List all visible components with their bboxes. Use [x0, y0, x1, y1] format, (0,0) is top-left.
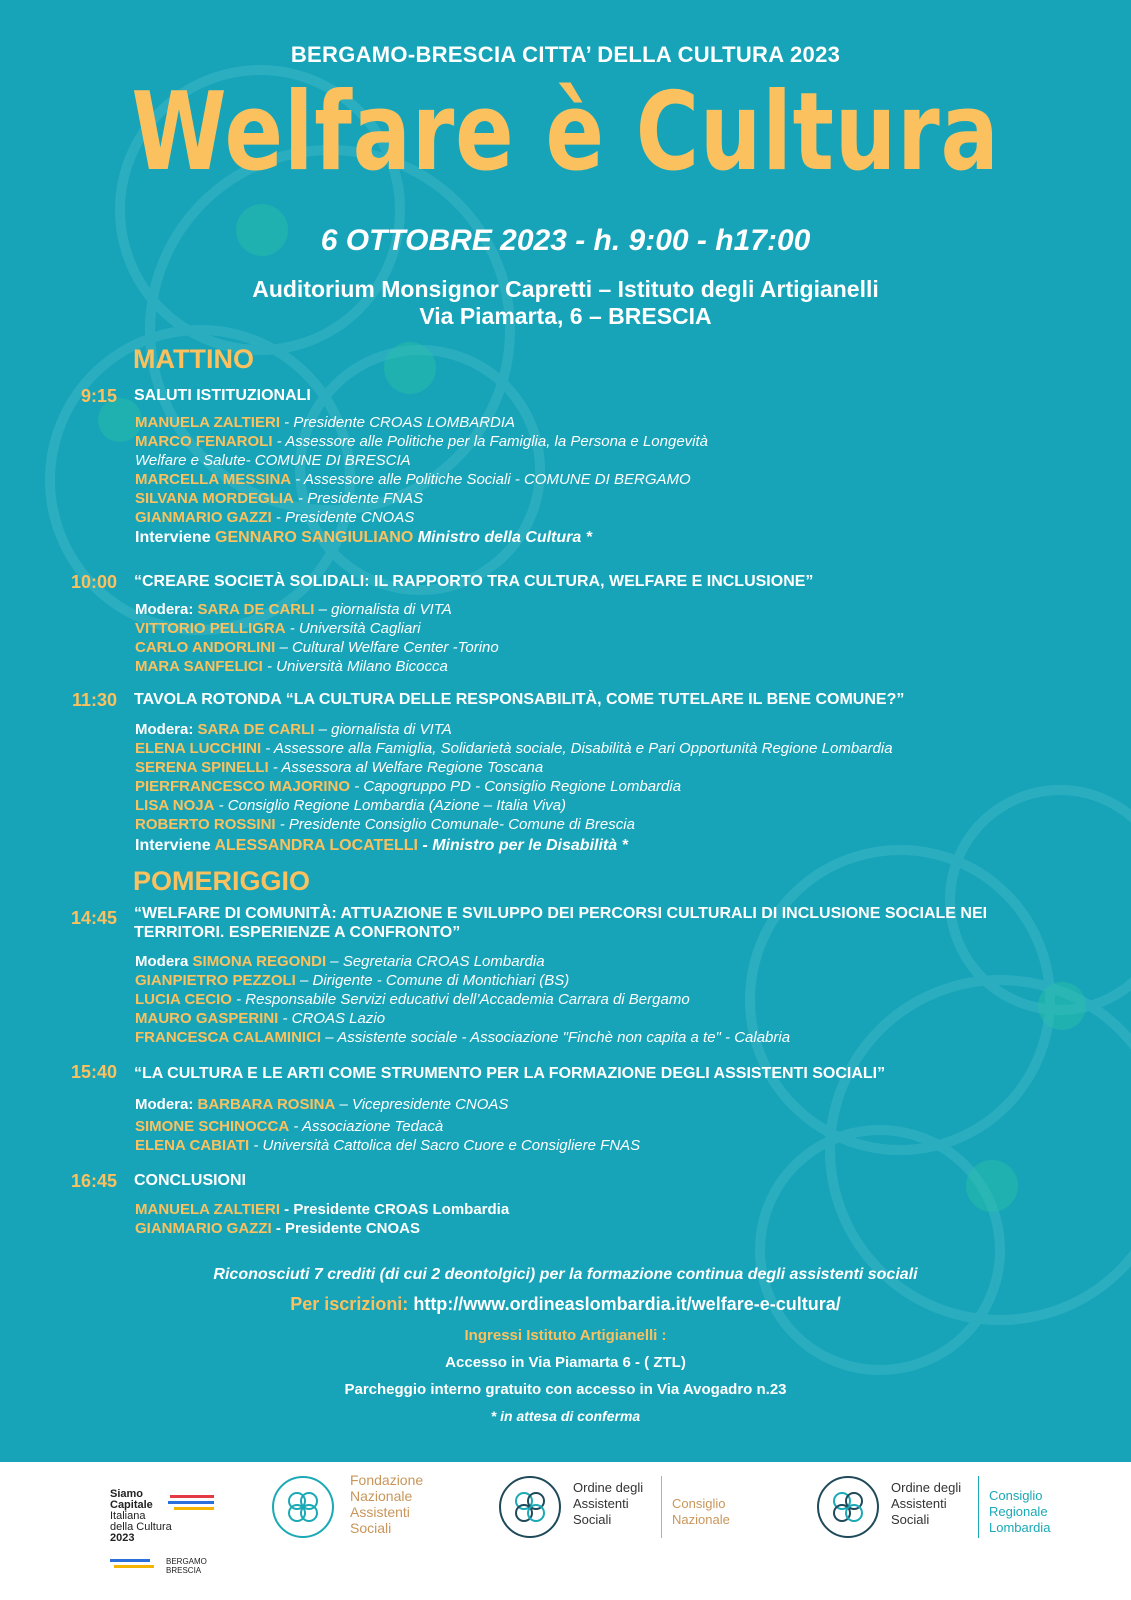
capitale-line: della Cultura	[110, 1521, 172, 1533]
cnoas-council-line: Consiglio	[672, 1496, 726, 1511]
session-heading-1000: “CREARE SOCIETÀ SOLIDALI: IL RAPPORTO TRA CULTURA, WELFARE E INCLUSIONE”	[134, 573, 814, 590]
logo-capitale-cultura	[110, 1489, 230, 1589]
registration-line	[0, 1294, 1131, 1315]
moderator-line: Modera: SARA DE CARLI – giornalista di VITA	[135, 721, 452, 738]
speaker-line: VITTORIO PELLIGRA - Università Cagliari	[135, 620, 421, 637]
capitale-line: Italiana	[110, 1510, 146, 1522]
time-1540: 15:40	[70, 1062, 117, 1082]
registration-link[interactable]: http://www.ordineaslombardia.it/welfare-e-cultura/	[413, 1294, 841, 1314]
speaker-line: SILVANA MORDEGLIA - Presidente FNAS	[135, 490, 424, 507]
speaker-line: MARCELLA MESSINA - Assessore alle Politiche Sociali - COMUNE DI BERGAMO	[135, 471, 691, 488]
croas-council-line: Lombardia	[989, 1520, 1051, 1535]
event-subtitle: BERGAMO-BRESCIA CITTA’ DELLA CULTURA 2023	[290, 42, 841, 67]
fnas-line: Fondazione	[350, 1472, 424, 1488]
croas-line: Sociali	[891, 1512, 930, 1527]
cnoas-knot-icon	[497, 1474, 563, 1540]
capitale-line: Capitale	[110, 1499, 153, 1511]
stripes-icon	[110, 1557, 160, 1571]
fnas-label	[350, 1472, 423, 1536]
speaker-line: ELENA LUCCHINI - Assessore alla Famiglia, Solidarietà sociale, Disabilità e Pari Opportunità Regione Lombardia	[135, 740, 893, 757]
fnas-line: Nazionale	[350, 1488, 413, 1504]
cnoas-label	[573, 1480, 643, 1528]
moderator-line: Modera SIMONA REGONDI – Segretaria CROAS Lombardia	[135, 953, 545, 970]
croas-council-line: Consiglio	[989, 1488, 1043, 1503]
intervene-line: Interviene ALESSANDRA LOCATELLI - Ministro per le Disabilità *	[135, 837, 628, 854]
moderator-line: Modera: SARA DE CARLI – giornalista di VITA	[135, 601, 452, 618]
section-mattino: MATTINO	[133, 344, 254, 374]
croas-line: Assistenti	[891, 1496, 947, 1511]
session-heading-915: SALUTI ISTITUZIONALI	[134, 387, 311, 404]
capitale-line: 2023	[110, 1532, 135, 1544]
time-1000: 10:00	[70, 572, 117, 592]
speaker-line: SIMONE SCHINOCCA - Associazione Tedacà	[135, 1118, 444, 1135]
speaker-line: FRANCESCA CALAMINICI – Assistente sociale - Associazione "Finchè non capita a te" - Calabria	[135, 1029, 791, 1046]
venue-line-2: Via Piamarta, 6 – BRESCIA	[419, 303, 712, 329]
cnoas-line: Assistenti	[573, 1496, 629, 1511]
speaker-line: ROBERTO ROSSINI - Presidente Consiglio Comunale- Comune di Brescia	[135, 816, 635, 833]
speaker-line: LISA NOJA - Consiglio Regione Lombardia (Azione – Italia Viva)	[135, 797, 567, 814]
capitale-line: Siamo	[110, 1488, 144, 1500]
session-heading-1130: TAVOLA ROTONDA “LA CULTURA DELLE RESPONSABILITÀ, COME TUTELARE IL BENE COMUNE?”	[134, 691, 905, 708]
capitale-city: BRESCIA	[166, 1566, 202, 1575]
cnoas-council-label	[672, 1496, 730, 1528]
speaker-line: SERENA SPINELLI - Assessora al Welfare Regione Toscana	[135, 759, 544, 776]
session-heading-1445: “WELFARE DI COMUNITÀ: ATTUAZIONE E SVILUPPO DEI PERCORSI CULTURALI DI INCLUSIONE SOCIALE NEI TERRITORI. ESPERIENZE A CONFRONTO”	[134, 905, 988, 941]
cnoas-line: Sociali	[573, 1512, 612, 1527]
flag-stripes-icon	[168, 1493, 218, 1515]
time-1645: 16:45	[70, 1171, 117, 1191]
access-line: Accesso in Via Piamarta 6 - ( ZTL)	[445, 1354, 686, 1371]
speaker-line: CARLO ANDORLINI – Cultural Welfare Center -Torino	[135, 639, 499, 656]
croas-line: Ordine degli	[891, 1480, 962, 1495]
speaker-line: MAURO GASPERINI - CROAS Lazio	[135, 1010, 386, 1027]
logos-bar	[0, 1462, 1131, 1600]
credits-note: Riconosciuti 7 crediti (di cui 2 deontolgici) per la formazione continua degli assistenti sociali	[213, 1266, 918, 1283]
speaker-line: GIANMARIO GAZZI - Presidente CNOAS	[135, 509, 415, 526]
fnas-line: Assistenti	[350, 1504, 410, 1520]
session-heading-1540: “LA CULTURA E LE ARTI COME STRUMENTO PER LA FORMAZIONE DEGLI ASSISTENTI SOCIALI”	[134, 1065, 886, 1082]
registration-label: Per iscrizioni:	[290, 1294, 409, 1314]
croas-knot-icon	[815, 1474, 881, 1540]
logo-divider	[978, 1476, 979, 1538]
logo-divider	[661, 1476, 662, 1538]
speaker-line: MANUELA ZALTIERI - Presidente CROAS LOMBARDIA	[135, 414, 516, 431]
moderator-line: Modera: BARBARA ROSINA – Vicepresidente CNOAS	[135, 1096, 509, 1113]
parking-line: Parcheggio interno gratuito con accesso in Via Avogadro n.23	[344, 1381, 787, 1398]
speaker-line: MANUELA ZALTIERI - Presidente CROAS Lombardia	[135, 1201, 510, 1218]
event-date: 6 OTTOBRE 2023 - h. 9:00 - h17:00	[320, 224, 811, 257]
entrances-heading: Ingressi Istituto Artigianelli :	[464, 1327, 667, 1344]
speaker-line: MARA SANFELICI - Università Milano Bicocca	[135, 658, 448, 675]
cnoas-line: Ordine degli	[573, 1480, 644, 1495]
speaker-line: LUCIA CECIO - Responsabile Servizi educativi dell’Accademia Carrara di Bergamo	[135, 991, 690, 1008]
croas-label	[891, 1480, 961, 1528]
time-1445: 14:45	[70, 908, 117, 928]
speaker-line: MARCO FENAROLI - Assessore alle Politiche per la Famiglia, la Persona e Longevità	[135, 433, 708, 450]
speaker-line: ELENA CABIATI - Università Cattolica del Sacro Cuore e Consigliere FNAS	[135, 1137, 641, 1154]
confirmation-note: * in attesa di conferma	[490, 1408, 641, 1424]
croas-council-line: Regionale	[989, 1504, 1048, 1519]
croas-council-label	[989, 1488, 1050, 1536]
speaker-line: GIANPIETRO PEZZOLI – Dirigente - Comune di Montichiari (BS)	[135, 972, 570, 989]
event-venue	[0, 276, 1131, 330]
cnoas-council-line: Nazionale	[672, 1512, 730, 1527]
speaker-line: GIANMARIO GAZZI - Presidente CNOAS	[135, 1220, 421, 1237]
event-title: Welfare è Cultura	[131, 70, 1000, 195]
fnas-knot-icon	[270, 1474, 336, 1540]
section-pomeriggio: POMERIGGIO	[133, 866, 311, 896]
fnas-line: Sociali	[350, 1520, 392, 1536]
speaker-line: PIERFRANCESCO MAJORINO - Capogruppo PD - Consiglio Regione Lombardia	[135, 778, 682, 795]
speaker-line: Welfare e Salute- COMUNE DI BRESCIA	[135, 452, 411, 469]
venue-line-1: Auditorium Monsignor Capretti – Istituto degli Artigianelli	[252, 276, 879, 302]
intervene-line: Interviene GENNARO SANGIULIANO Ministro della Cultura *	[135, 529, 592, 546]
time-1130: 11:30	[71, 690, 117, 710]
session-heading-1645: CONCLUSIONI	[134, 1172, 246, 1189]
time-915: 9:15	[80, 386, 117, 406]
capitale-city: BERGAMO	[166, 1557, 207, 1566]
